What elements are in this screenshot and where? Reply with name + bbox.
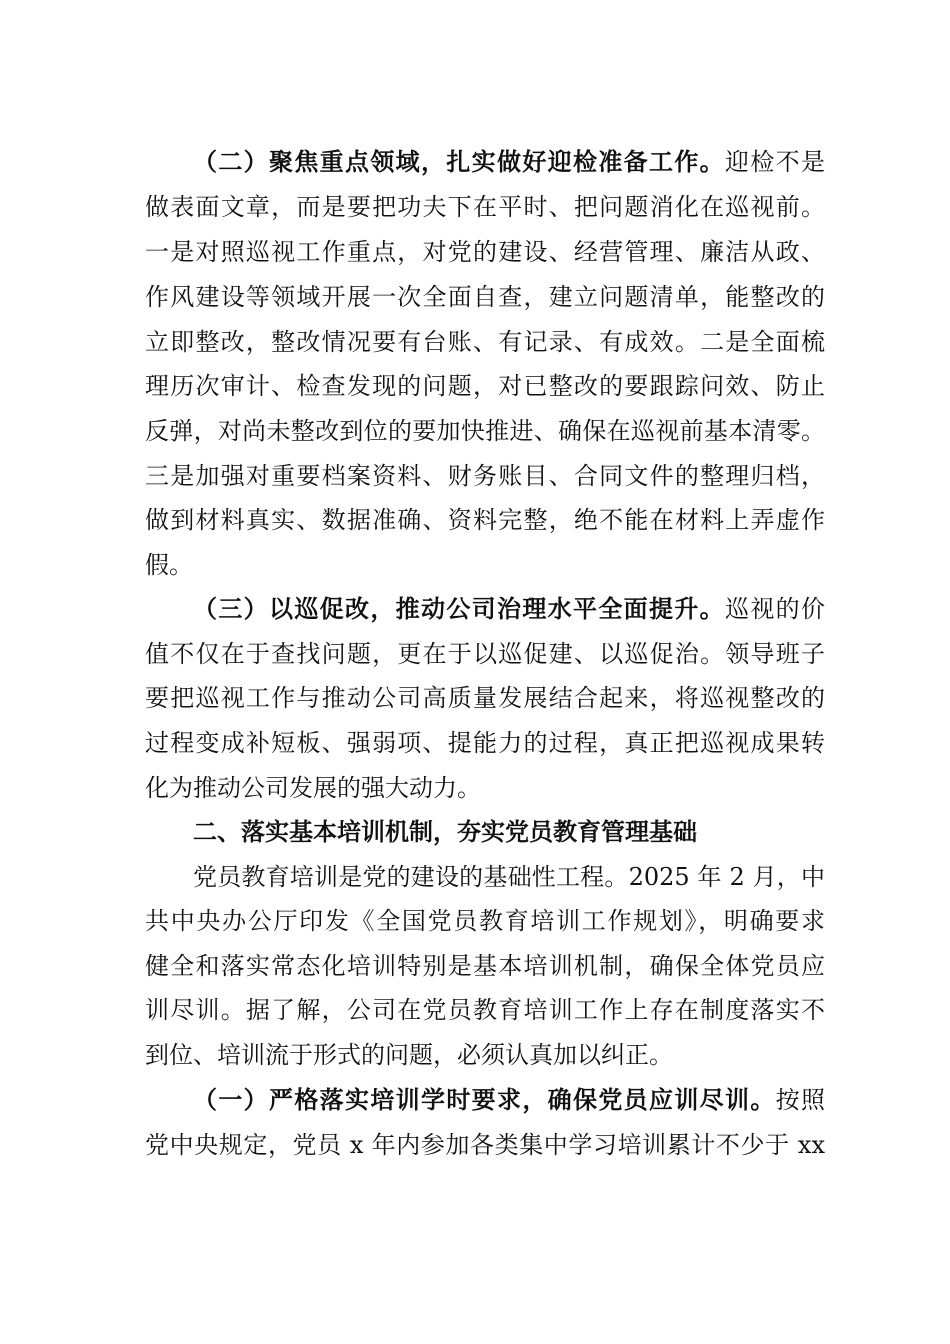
part-title: 二、落实基本培训机制，夯实党员教育管理基础 — [193, 818, 697, 846]
paragraph-line: 共中央办公厅印发《全国党员教育培训工作规划》，明确要求 — [145, 907, 825, 935]
paragraph-line — [193, 1080, 825, 1120]
paragraph-line: 作风建设等领域开展一次全面自查，建立问题清单，能整改的 — [145, 283, 825, 311]
paragraph-text: 按照 — [775, 1086, 826, 1114]
paragraph-line: 到位、培训流于形式的问题，必须认真加以纠正。 — [145, 1041, 673, 1069]
paragraph-line: 训尽训。据了解，公司在党员教育培训工作上存在制度落实不 — [145, 996, 825, 1024]
paragraph-line: 过程变成补短板、强弱项、提能力的过程，真正把巡视成果转 — [145, 729, 825, 757]
paragraph-line: 要把巡视工作与推动公司高质量发展结合起来，将巡视整改的 — [145, 684, 825, 712]
section-heading-3-1: （一）严格落实培训学时要求，确保党员应训尽训。 — [193, 1086, 776, 1114]
paragraph-line: 假。 — [145, 551, 193, 579]
paragraph-line: 党员教育培训是党的建设的基础性工程。2025 年 2 月，中 — [193, 863, 825, 891]
paragraph-text: 迎检不是 — [725, 148, 825, 176]
paragraph-line: 值不仅在于查找问题，更在于以巡促建、以巡促治。领导班子 — [145, 640, 825, 668]
paragraph-line: 立即整改，整改情况要有台账、有记录、有成效。二是全面梳 — [145, 328, 825, 356]
section-heading-2-2: （二）聚焦重点领域，扎实做好迎检准备工作。 — [193, 148, 725, 176]
paragraph-line: 做表面文章，而是要把功夫下在平时、把问题消化在巡视前。 — [145, 193, 825, 221]
paragraph-line: 党中央规定，党员 x 年内参加各类集中学习培训累计不少于 xx — [145, 1131, 825, 1159]
paragraph-line — [193, 142, 825, 182]
paragraph-line — [193, 589, 825, 629]
paragraph-line: 三是加强对重要档案资料、财务账目、合同文件的整理归档， — [145, 462, 825, 490]
paragraph-line: 理历次审计、检查发现的问题，对已整改的要跟踪问效、防止 — [145, 372, 825, 400]
section-heading-2-3: （三）以巡促改，推动公司治理水平全面提升。 — [193, 595, 725, 623]
paragraph-text: 巡视的价 — [725, 595, 825, 623]
paragraph-line: 反弹，对尚未整改到位的要加快推进、确保在巡视前基本清零。 — [145, 417, 825, 445]
paragraph-line: 健全和落实常态化培训特别是基本培训机制，确保全体党员应 — [145, 952, 825, 980]
paragraph-line: 化为推动公司发展的强大动力。 — [145, 774, 481, 802]
paragraph-line: 做到材料真实、数据准确、资料完整，绝不能在材料上弄虚作 — [145, 506, 825, 534]
paragraph-line: 一是对照巡视工作重点，对党的建设、经营管理、廉洁从政、 — [145, 238, 825, 266]
